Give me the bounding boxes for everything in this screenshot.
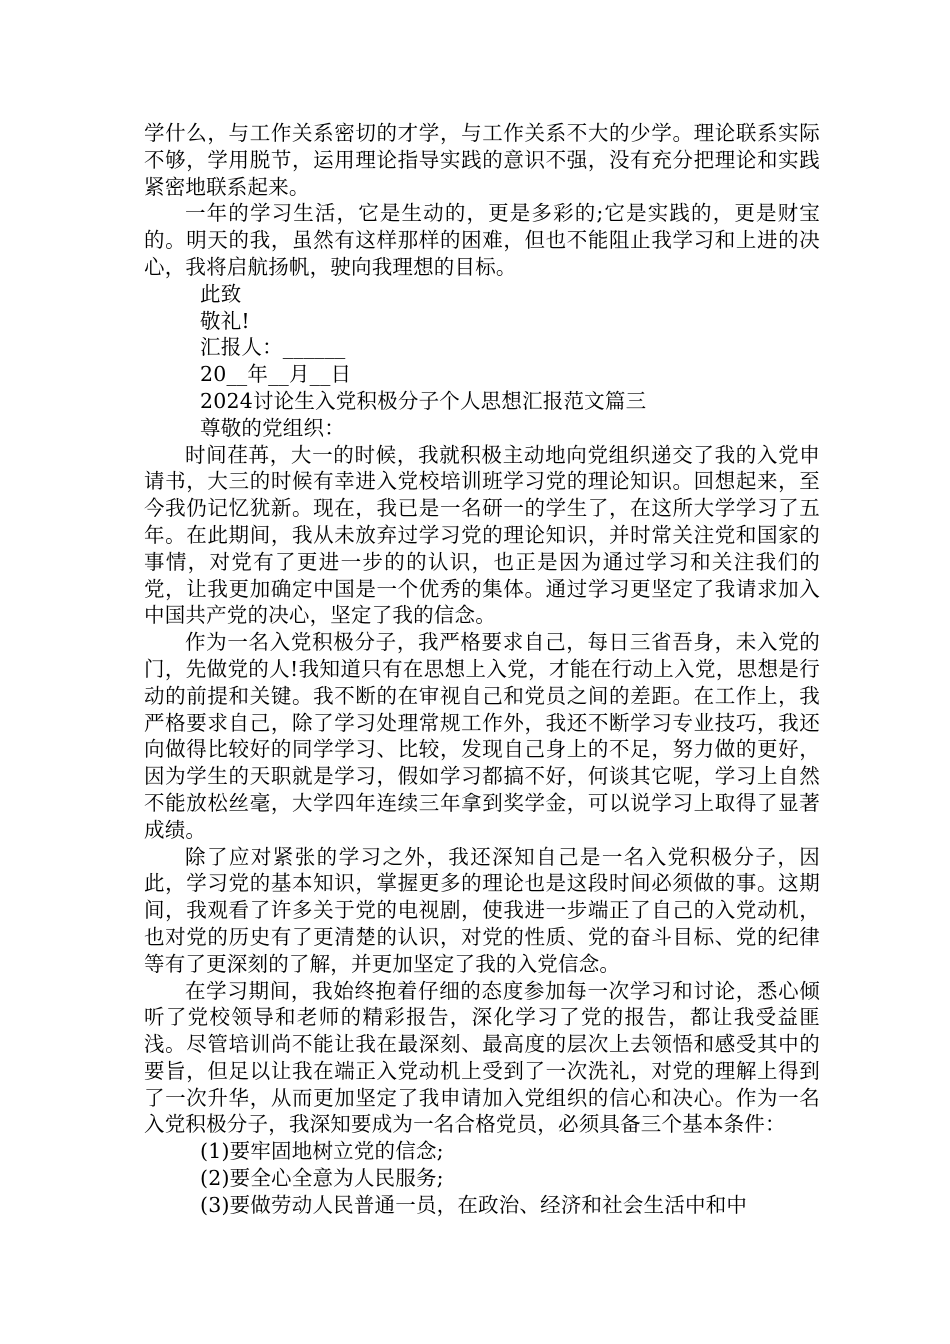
condition-item: (1)要牢固地树立党的信念; [200, 1139, 444, 1164]
closing-greeting-2: 敬礼! [200, 308, 250, 333]
condition-item: (3)要做劳动人民普通一员，在政治、经济和社会生活中和中 [200, 1192, 748, 1217]
body-paragraph: 时间荏苒，大一的时候，我就积极主动地向党组织递交了我的入党申请书，大三的时候有幸进入党校培训班学习党的理论知识。回想起来，至今我仍记忆犹新。现在，我已是一名研一的学生了，在这所大学学习了五年。在此期间，我从未放弃过学习党的理论知识，并时常关注党和国家的事情，对党有了更进一步的的认识，也正是因为通过学习和关注我们的党，让我更加确定中国是一个优秀的集体。通过学习更坚定了我请求加入中国共产党的决心，坚定了我的信念。 [144, 442, 820, 628]
body-paragraph: 在学习期间，我始终抱着仔细的态度参加每一次学习和讨论，悉心倾听了党校领导和老师的精彩报告，深化学习了党的报告，都让我受益匪浅。尽管培训尚不能让我在最深刻、最高度的层次上去领悟和感受其中的要旨，但足以让我在端正入党动机上受到了一次洗礼，对党的理解上得到了一次升华，从而更加坚定了我申请加入党组织的信心和决心。作为一名入党积极分子，我深知要成为一名合格党员，必须具备三个基本条件： [144, 978, 820, 1137]
reporter-line: 汇报人：______ [200, 335, 346, 360]
paragraph-year-summary: 一年的学习生活，它是生动的，更是多彩的;它是实践的，更是财宝的。明天的我，虽然有这样那样的困难，但也不能阻止我学习和上进的决心，我将启航扬帆，驶向我理想的目标。 [144, 201, 820, 279]
closing-greeting-1: 此致 [200, 281, 242, 306]
date-line: 20__年__月__日 [200, 362, 352, 387]
document-body [144, 120, 820, 1219]
body-paragraph: 作为一名入党积极分子，我严格要求自己，每日三省吾身，未入党的门，先做党的人!我知道只有在思想上入党，才能在行动上入党，思想是行动的前提和关键。我不断的在审视自己和党员之间的差距。在工作上，我严格要求自己，除了学习处理常规工作外，我还不断学习专业技巧，我还向做得比较好的同学学习、比较，发现自己身上的不足，努力做的更好，因为学生的天职就是学习，假如学习都搞不好，何谈其它呢，学习上自然不能放松丝毫，大学四年连续三年拿到奖学金，可以说学习上取得了显著成绩。 [144, 630, 820, 842]
condition-item: (2)要全心全意为人民服务; [200, 1166, 444, 1191]
body-paragraph: 除了应对紧张的学习之外，我还深知自己是一名入党积极分子，因此，学习党的基本知识，掌握更多的理论也是这段时间必须做的事。这期间，我观看了许多关于党的电视剧，使我进一步端正了自己的入党动机，也对党的历史有了更清楚的认识，对党的性质、党的奋斗目标、党的纪律等有了更深刻的了解，并更加坚定了我的入党信念。 [144, 844, 820, 976]
paragraph-study-shortcoming: 学什么，与工作关系密切的才学，与工作关系不大的少学。理论联系实际不够，学用脱节，运用理论指导实践的意识不强，没有充分把理论和实践紧密地联系起来。 [144, 121, 820, 199]
salutation: 尊敬的党组织： [200, 415, 345, 440]
section-title: 2024讨论生入党积极分子个人思想汇报范文篇三 [200, 388, 647, 413]
